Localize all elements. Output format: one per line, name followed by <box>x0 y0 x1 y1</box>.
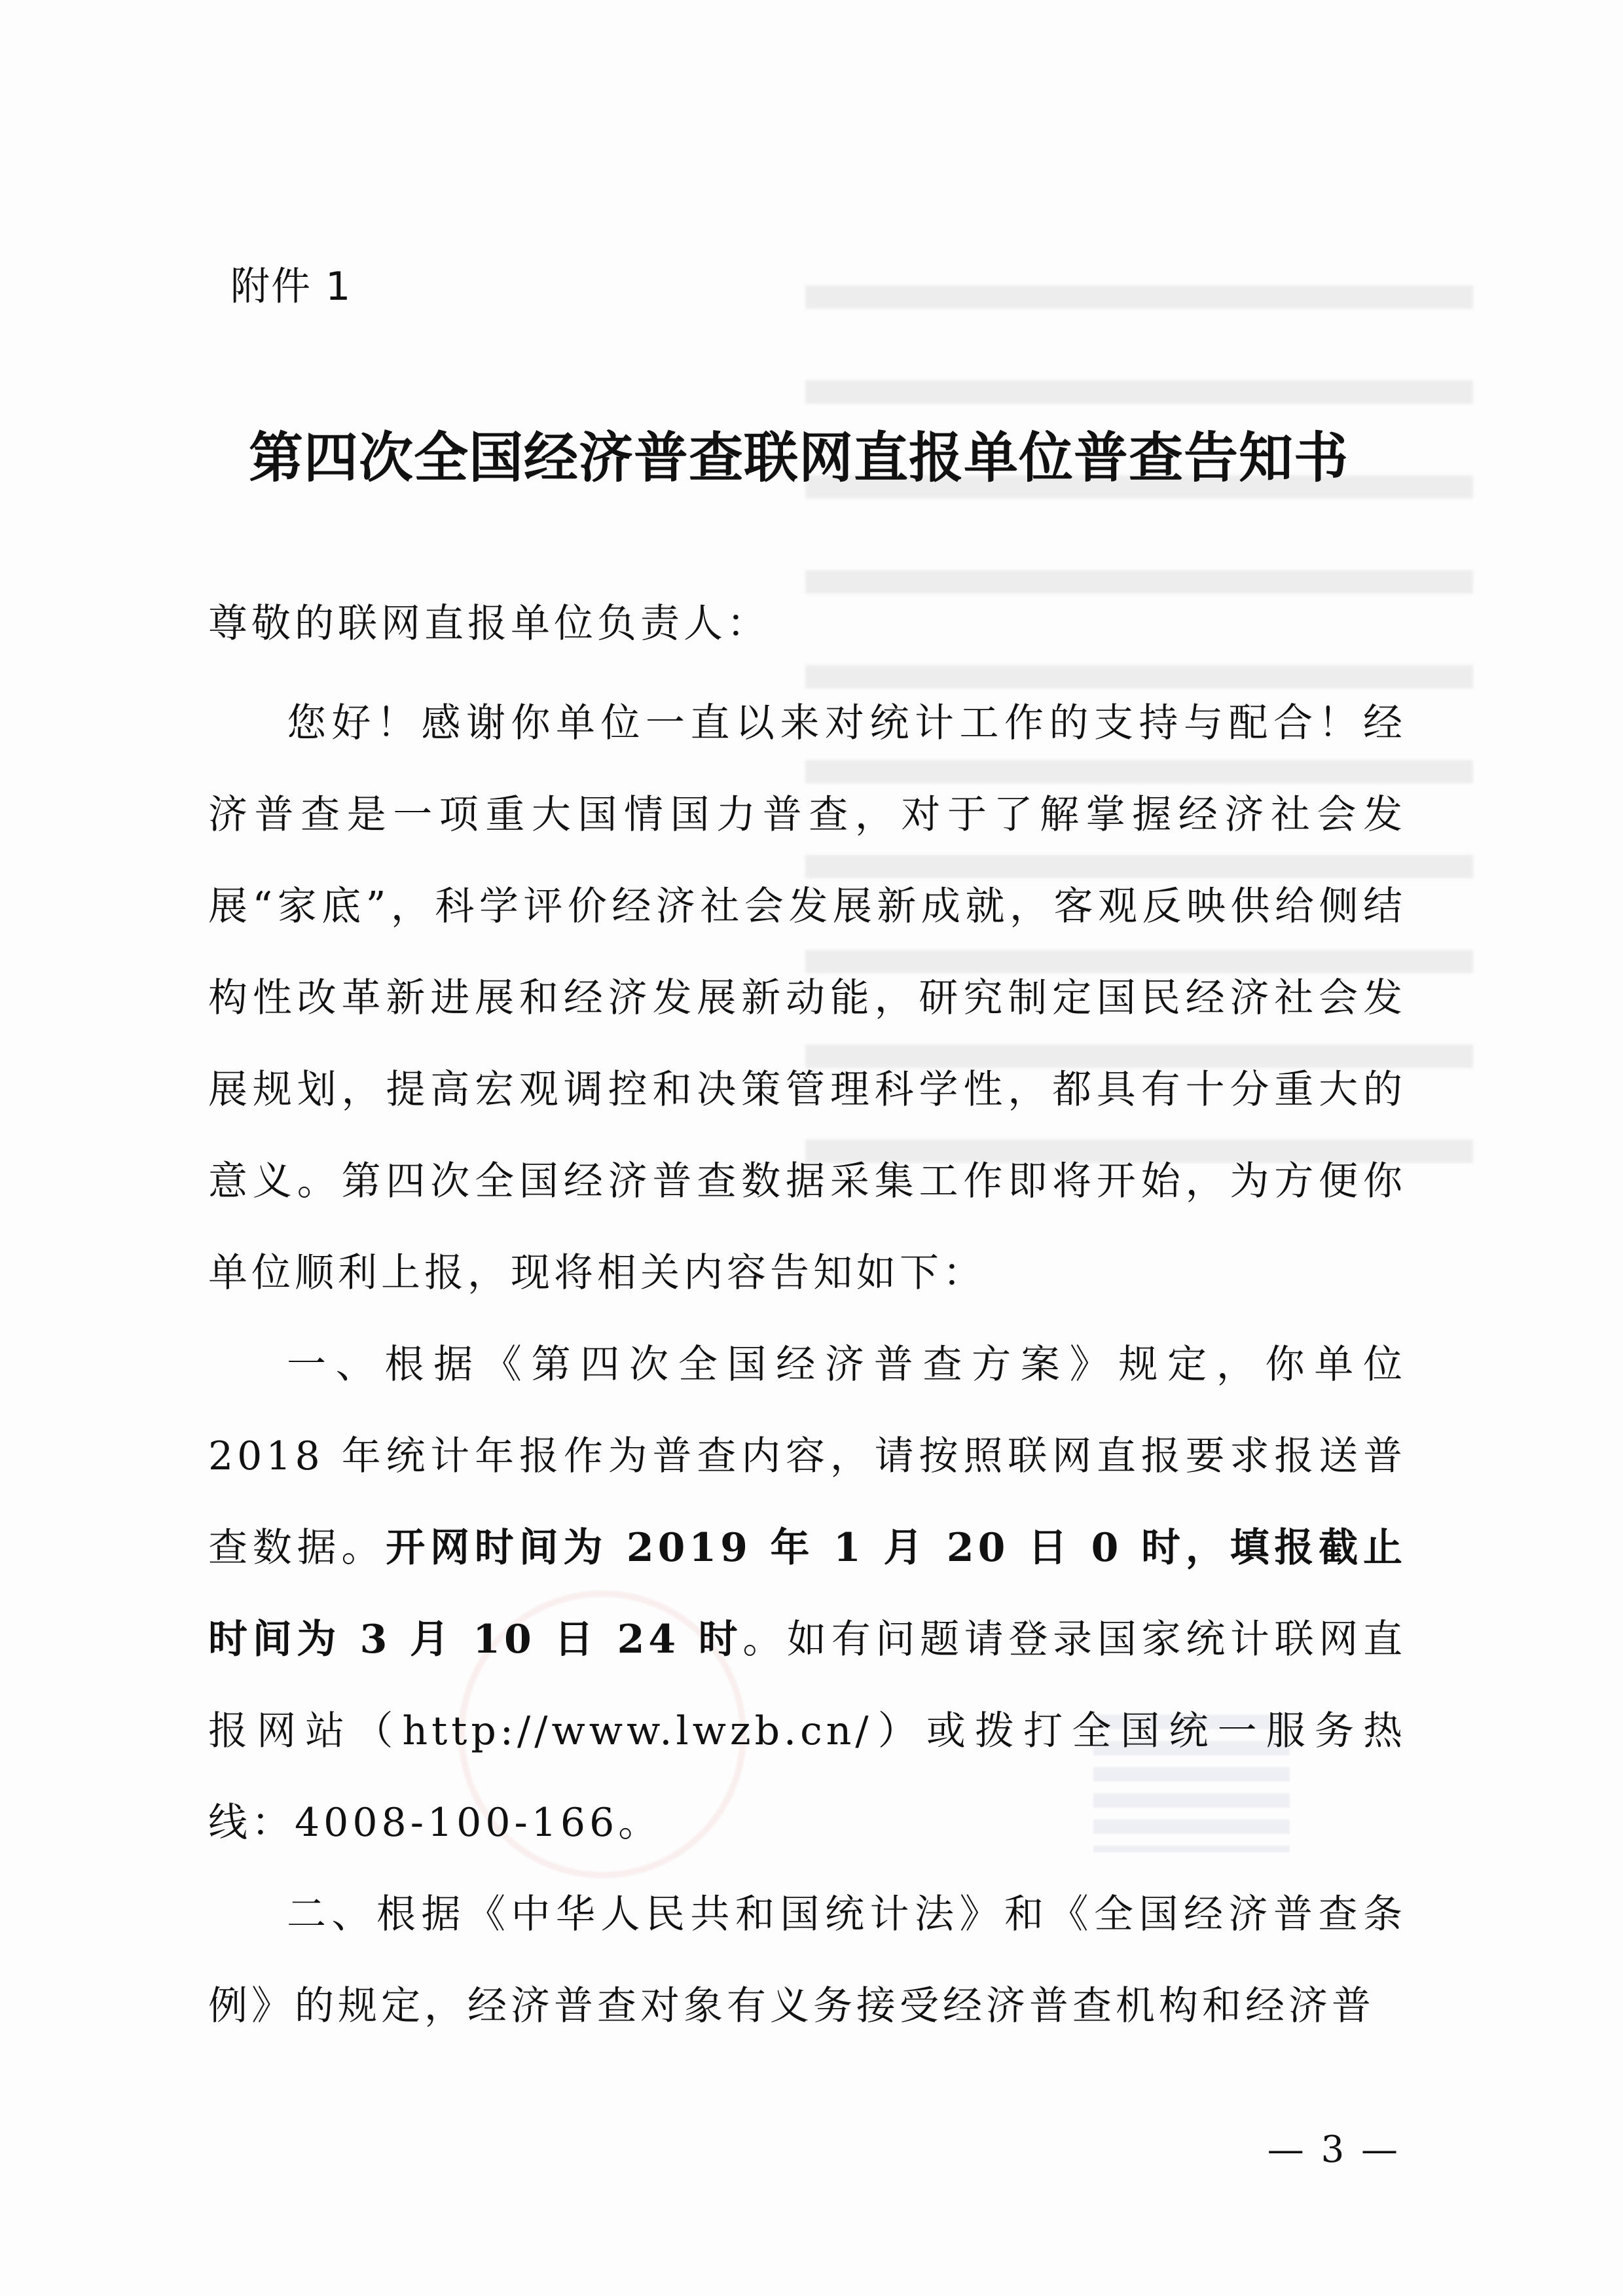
paragraph-greeting: 您好！感谢你单位一直以来对统计工作的支持与配合！经济普查是一项重大国情国力普查，对于了解掌握经济社会发展“家底”，科学评价经济社会发展新成就，客观反映供给侧结构性改革新进展和经济发展新动能，研究制定国民经济社会发展规划，提高宏观调控和决策管理科学性，都具有十分重大的意义。第四次全国经济普查数据采集工作即将开始，为方便你单位顺利上报，现将相关内容告知如下： <box>208 700 1406 1296</box>
item-one-deadline: 开网时间为 2019 年 1 月 20 日 0 时，填报截止时间为 3 月 10 日 24 时 <box>208 1525 1407 1662</box>
document-title: 第四次全国经济普查联网直报单位普查告知书 <box>249 426 1349 490</box>
page-number: — 3 — <box>1267 2128 1400 2171</box>
salutation: 尊敬的联网直报单位负责人： <box>208 601 770 647</box>
item-one-contact: 。如有问题请登录国家统计联网直报网站（http://www.lwzb.cn/）或拨打全国统一服务热线：4008-100-166。 <box>208 1617 1406 1846</box>
paragraph-item-one <box>208 1319 1406 1869</box>
attachment-label: 附件 1 <box>230 264 352 310</box>
item-one-intro: 一、根据《第四次全国经济普查方案》规定，你单位 2018 年统计年报作为普查内容，请按照联网直报要求报送普查数据。 <box>208 1342 1406 1571</box>
paragraph-item-two: 二、根据《中华人民共和国统计法》和《全国经济普查条例》的规定，经济普查对象有义务接受经济普查机构和经济普 <box>208 1892 1406 2029</box>
document-body <box>208 677 1406 2052</box>
